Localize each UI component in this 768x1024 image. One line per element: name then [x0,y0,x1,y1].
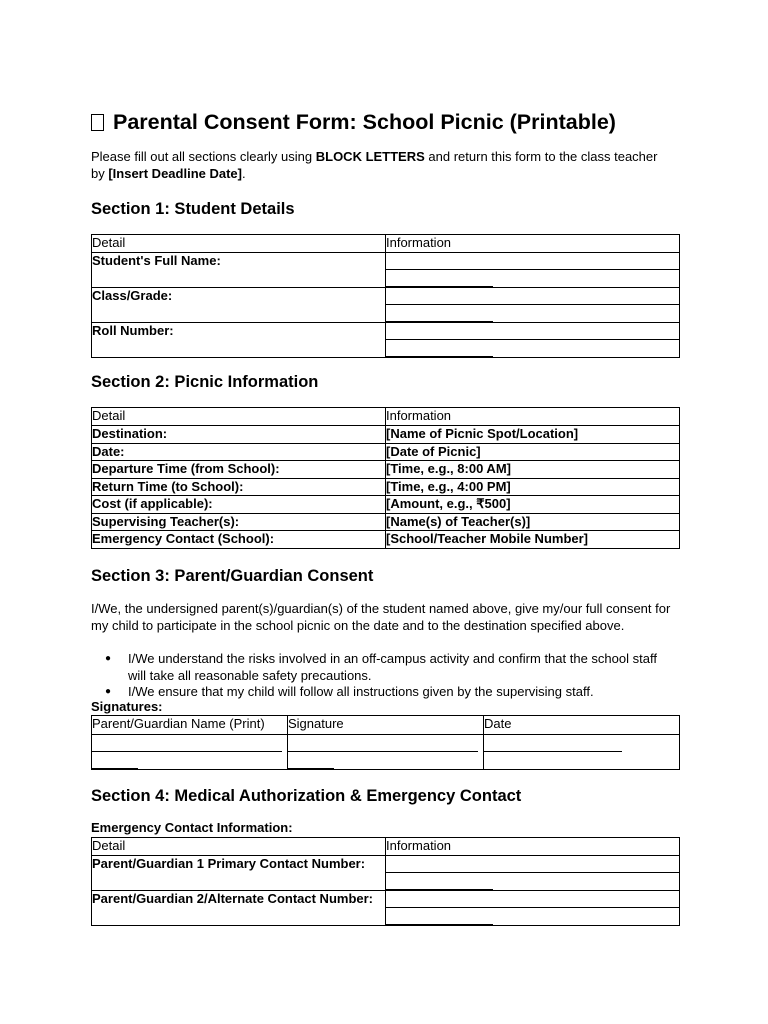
intro-bold-deadline: [Insert Deadline Date] [108,165,242,181]
table-row [92,735,680,770]
checkbox-icon [91,114,104,131]
row-value: [Time, e.g., 4:00 PM] [386,478,680,496]
row-label: Destination: [92,426,386,444]
consent-statement: I/We, the undersigned parent(s)/guardian(s) of the student named above, give my/our full consent for my child to participate in the school picnic on the date and to the destination specified above. [91,601,671,633]
fill-line [288,735,478,752]
table-row [92,443,680,461]
table-header-row [92,408,680,426]
table-row [92,288,680,323]
header-information: Information [386,235,680,253]
intro-text-1: Please fill out all sections clearly using [91,149,316,164]
table-header-row [92,235,680,253]
alternate-contact-field[interactable] [386,891,680,926]
fill-line [386,908,493,925]
row-label: Parent/Guardian 1 Primary Contact Number: [92,856,386,891]
signatures-label: Signatures: [91,699,163,714]
primary-contact-field[interactable] [386,856,680,891]
header-parent-name: Parent/Guardian Name (Print) [92,716,288,735]
fill-line [92,735,282,752]
section2-heading: Section 2: Picnic Information [91,373,319,391]
row-value: [Name(s) of Teacher(s)] [386,513,680,531]
header-information: Information [386,408,680,426]
row-label: Return Time (to School): [92,478,386,496]
table-row [92,426,680,444]
parent-name-field[interactable] [92,735,288,770]
fill-line [386,323,679,340]
table-row [92,496,680,514]
emergency-contact-table [91,837,680,926]
student-details-table [91,234,680,358]
fill-line [386,340,493,357]
signatures-table [91,715,680,770]
table-header-row [92,716,680,735]
row-label: Cost (if applicable): [92,496,386,514]
row-label: Departure Time (from School): [92,461,386,479]
table-row [92,253,680,288]
intro-text-3: . [242,165,246,181]
row-value: [Amount, e.g., ₹500] [386,496,680,514]
row-value: [Date of Picnic] [386,443,680,461]
fill-line [386,305,493,322]
class-grade-field[interactable] [386,288,680,323]
section3-heading: Section 3: Parent/Guardian Consent [91,567,374,585]
fill-line [484,735,622,752]
fill-line [386,873,493,890]
signature-field[interactable] [288,735,484,770]
table-row [92,461,680,479]
row-label: Student's Full Name: [92,253,386,288]
fill-line [386,253,679,270]
section1-heading: Section 1: Student Details [91,200,295,218]
date-field[interactable] [484,735,680,770]
header-detail: Detail [92,408,386,426]
list-item: ● I/We understand the risks involved in an off-campus activity and confirm that the school staff will take all reasonable safety precautions. [91,651,671,684]
emergency-contact-label: Emergency Contact Information: [91,820,293,835]
row-label: Emergency Contact (School): [92,531,386,549]
page-title-text: Parental Consent Form: School Picnic (Printable) [113,110,616,134]
table-row [92,891,680,926]
header-signature: Signature [288,716,484,735]
header-date: Date [484,716,680,735]
page-title [91,109,616,135]
fill-line [386,856,679,873]
fill-line [92,752,138,769]
consent-bullet-list [91,651,671,701]
row-value: [Time, e.g., 8:00 AM] [386,461,680,479]
row-label: Parent/Guardian 2/Alternate Contact Number: [92,891,386,926]
fill-line [288,752,334,769]
table-header-row [92,838,680,856]
fill-line [386,288,679,305]
row-label: Date: [92,443,386,461]
header-detail: Detail [92,838,386,856]
row-label: Roll Number: [92,323,386,358]
intro-bold-block-letters: BLOCK LETTERS [315,149,425,164]
row-value: [School/Teacher Mobile Number] [386,531,680,549]
row-label: Supervising Teacher(s): [92,513,386,531]
table-row [92,856,680,891]
table-row [92,478,680,496]
fill-line [386,270,493,287]
picnic-info-table [91,407,680,549]
student-name-field[interactable] [386,253,680,288]
table-row [92,513,680,531]
list-item: ● I/We ensure that my child will follow all instructions given by the supervising staff. [91,684,671,701]
row-label: Class/Grade: [92,288,386,323]
section4-heading: Section 4: Medical Authorization & Emergency Contact [91,787,522,805]
table-row [92,531,680,549]
intro-paragraph [91,149,671,182]
fill-line [386,891,679,908]
table-row [92,323,680,358]
intro-text-2: and return this form to the class teacher by [91,149,658,181]
row-value: [Name of Picnic Spot/Location] [386,426,680,444]
header-detail: Detail [92,235,386,253]
header-information: Information [386,838,680,856]
roll-number-field[interactable] [386,323,680,358]
